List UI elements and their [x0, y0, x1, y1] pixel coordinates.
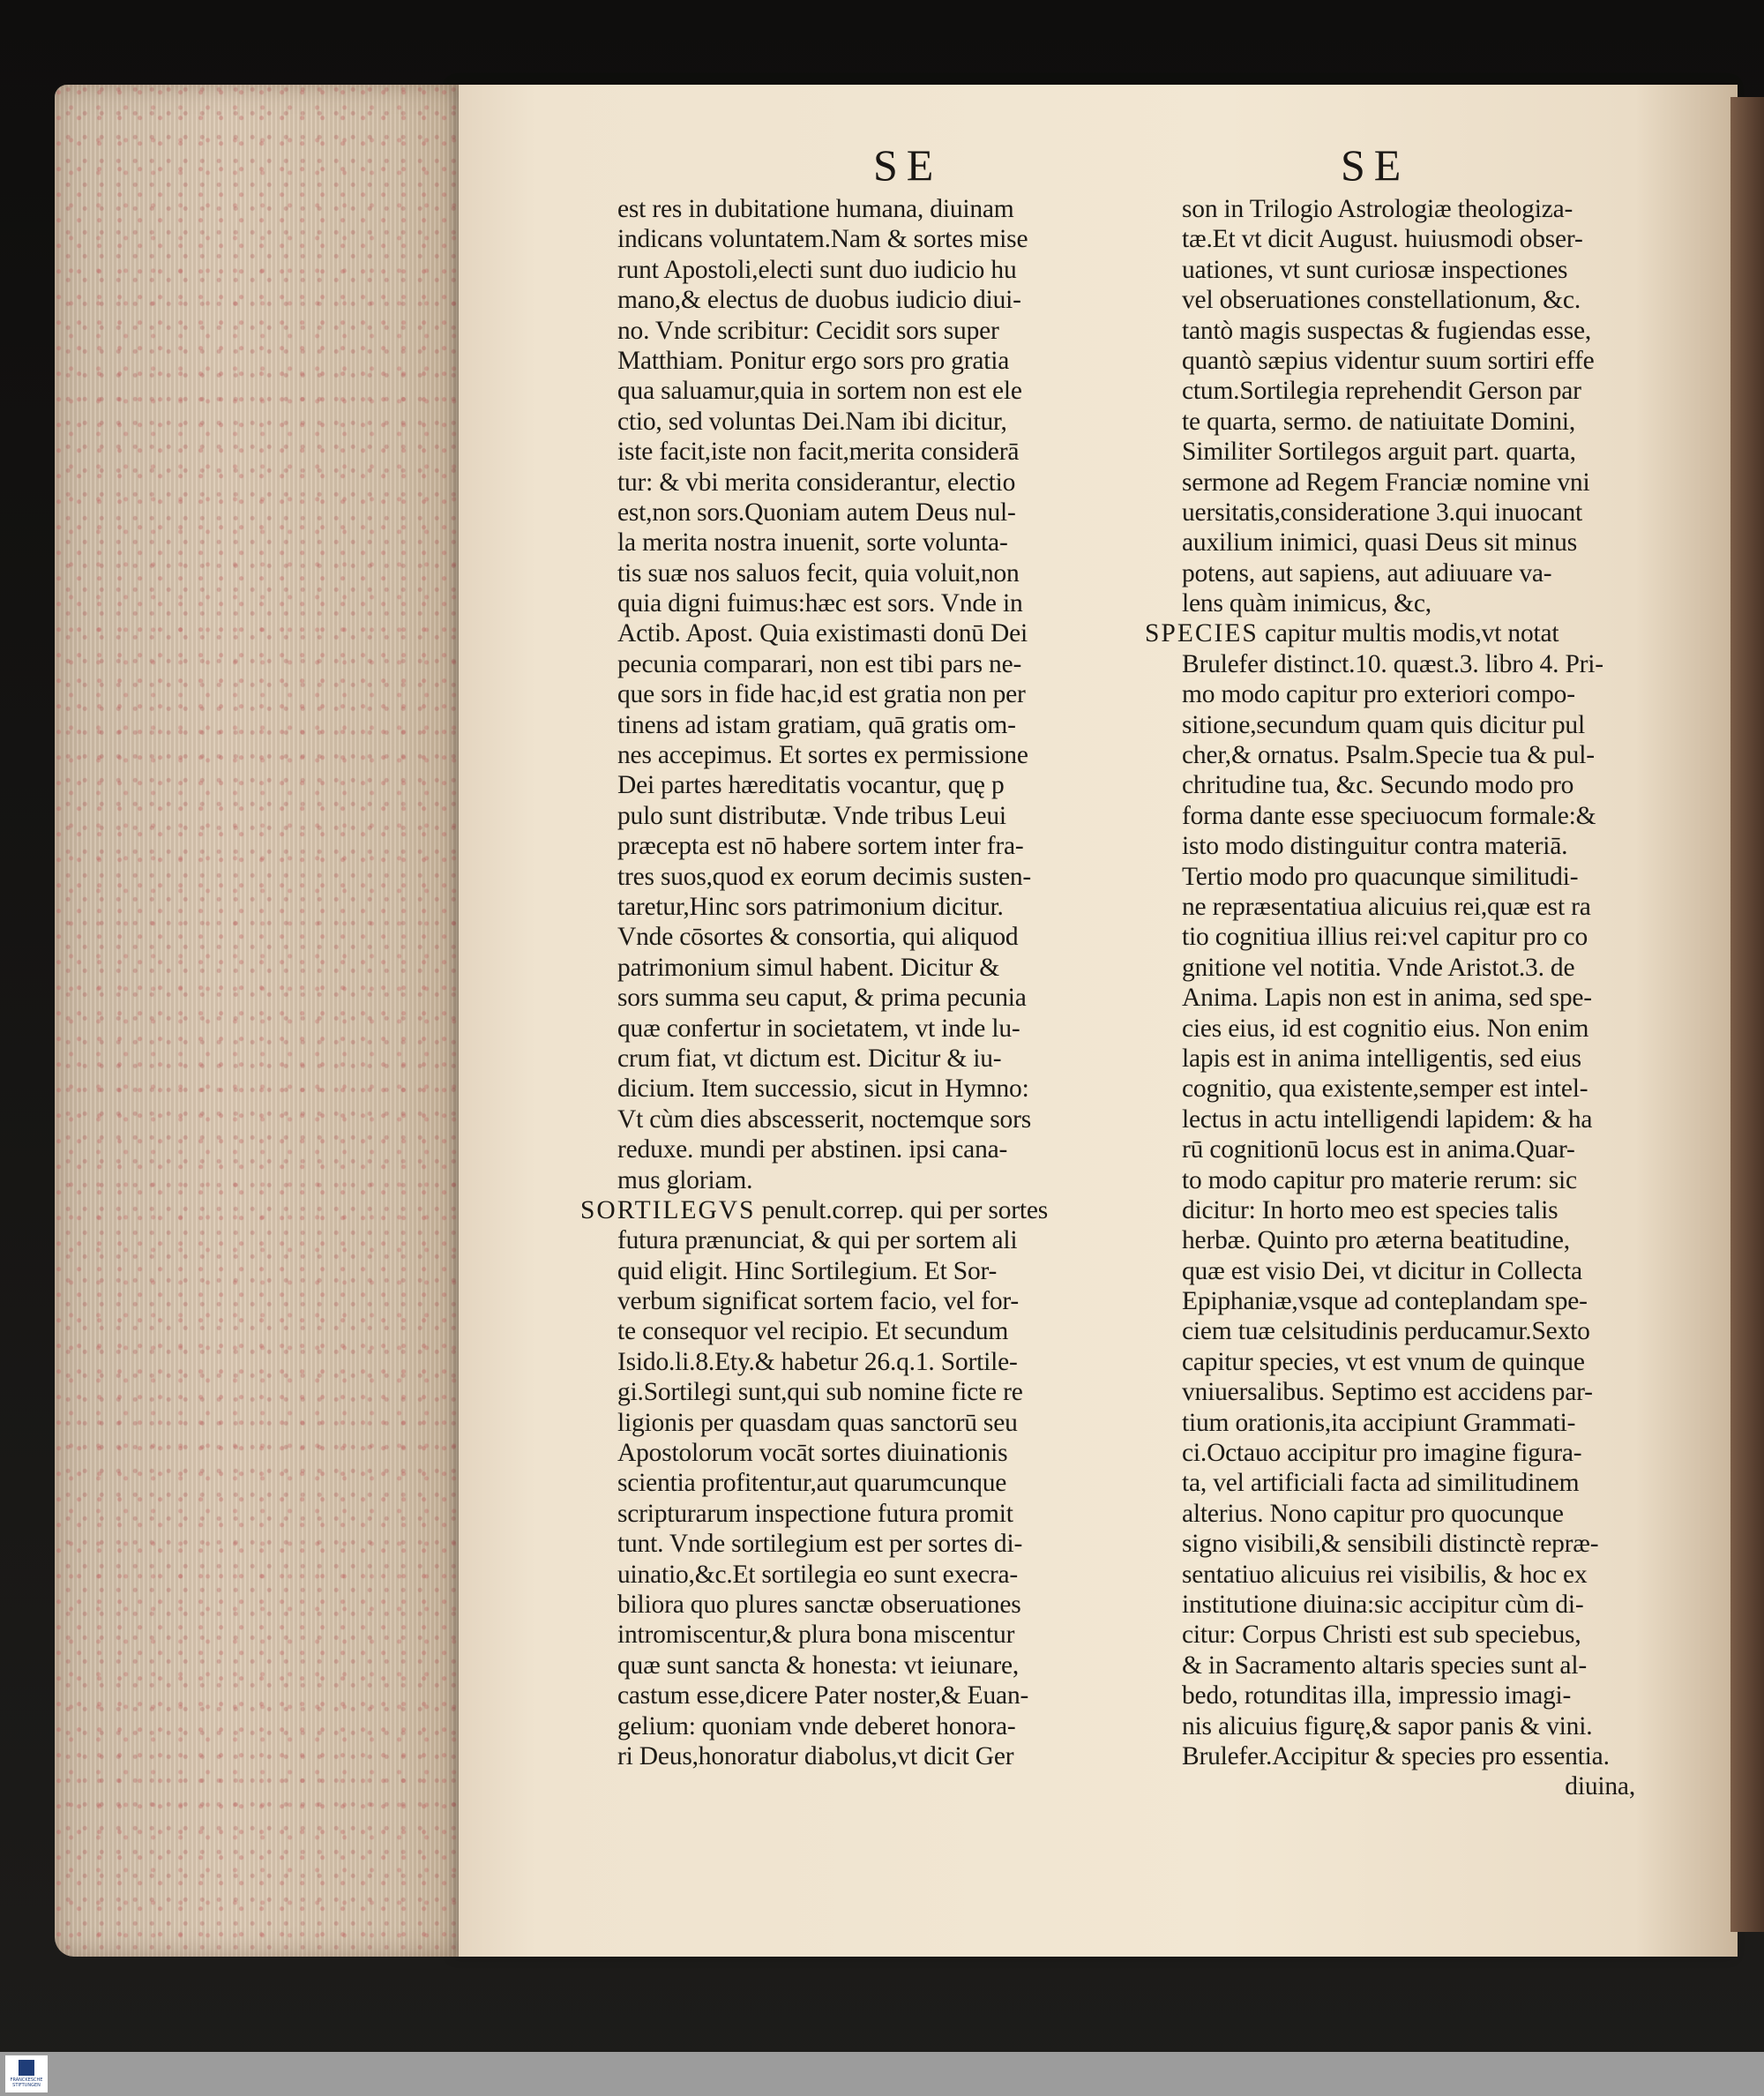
right-running-head: SE	[1341, 140, 1410, 190]
line-text: Actib. Apost. Quia existimasti donū Dei	[617, 619, 1028, 648]
text-line	[617, 376, 1138, 406]
line-text: futura prænunciat, & qui per sortem ali	[617, 1226, 1018, 1255]
line-text: Brulefer distinct.10. quæst.3. libro 4. Pri-	[1182, 649, 1603, 678]
text-line	[617, 618, 1138, 648]
text-line	[1182, 862, 1658, 892]
text-line	[1182, 1438, 1658, 1468]
text-line	[1182, 831, 1658, 861]
right-text-column	[1145, 194, 1658, 1802]
text-line	[617, 1681, 1138, 1710]
line-text: uinatio,&c.Et sortilegia eo sunt execra-	[617, 1560, 1019, 1589]
text-line	[617, 679, 1138, 709]
line-text: Vt cùm dies abscesserit, noctemque sors	[617, 1104, 1031, 1134]
text-line	[580, 1195, 1138, 1225]
line-text: verbum significat sortem facio, vel for-	[617, 1287, 1020, 1316]
text-line	[1182, 922, 1658, 952]
line-text: Epiphaniæ,vsque ad conteplandam spe-	[1182, 1287, 1588, 1316]
line-text: ci.Octauo accipitur pro imagine figura-	[1182, 1439, 1582, 1468]
text-line	[617, 588, 1138, 618]
left-running-head: SE	[873, 140, 943, 190]
line-text: gnitione vel notitia. Vnde Aristot.3. de	[1182, 953, 1575, 982]
text-line	[1182, 1134, 1658, 1164]
line-text: quæ sunt sancta & honesta: vt ieiunare,	[617, 1651, 1020, 1680]
text-line	[1182, 224, 1658, 254]
line-text: Matthiam. Ponitur ergo sors pro gratia	[617, 346, 1010, 375]
line-text: lens quàm inimicus, &c,	[1182, 589, 1431, 618]
text-line	[617, 1468, 1138, 1498]
line-text: tur: & vbi merita considerantur, electio	[617, 468, 1016, 497]
text-line	[617, 1104, 1138, 1134]
line-text: dicium. Item successio, sicut in Hymno:	[617, 1074, 1029, 1104]
line-text: tunt. Vnde sortilegium est per sortes di-	[617, 1530, 1023, 1559]
line-text: castum esse,dicere Pater noster,& Euan-	[617, 1681, 1029, 1710]
text-line	[617, 862, 1138, 892]
line-text: Dei partes hæreditatis vocantur, quę p	[617, 771, 1005, 800]
line-text: tres suos,quod ex eorum decimis susten-	[617, 862, 1032, 891]
line-text: isto modo distinguitur contra materiā.	[1182, 832, 1568, 861]
line-text: ligionis per quasdam quas sanctorū seu	[617, 1408, 1018, 1437]
line-text: citur: Corpus Christi est sub speciebus,	[1182, 1621, 1581, 1650]
text-line	[1182, 1741, 1658, 1771]
text-line	[1182, 1560, 1658, 1590]
text-line	[1182, 1014, 1658, 1044]
logo-mark-icon	[19, 2060, 34, 2076]
line-text: cies eius, id est cognitio eius. Non enim	[1182, 1014, 1589, 1043]
line-text: ri Deus,honoratur diabolus,vt dicit Ger	[617, 1741, 1014, 1770]
text-line	[1182, 710, 1658, 740]
book-fore-edge	[55, 85, 485, 1957]
logo-text-line1: FRANCKESCHE	[10, 2077, 43, 2083]
line-text: ctio, sed voluntas Dei.Nam ibi dicitur,	[617, 407, 1007, 436]
text-line	[617, 770, 1138, 800]
line-text: tantò magis suspectas & fugiendas esse,	[1182, 316, 1592, 345]
text-line	[1145, 618, 1658, 648]
line-text: Brulefer.Accipitur & species pro essentia.	[1182, 1741, 1610, 1770]
line-text: tæ.Et vt dicit August. huiusmodi obser-	[1182, 225, 1583, 254]
line-text: taretur,Hinc sors patrimonium dicitur.	[617, 892, 1004, 921]
text-line	[1182, 1529, 1658, 1559]
line-text: Anima. Lapis non est in anima, sed spe-	[1182, 984, 1592, 1013]
text-line	[1182, 558, 1658, 588]
viewer-footer-bar	[0, 2052, 1764, 2096]
text-line	[1182, 194, 1658, 224]
text-line	[617, 1620, 1138, 1650]
text-line	[617, 892, 1138, 922]
text-line	[617, 194, 1138, 224]
text-line	[1182, 1590, 1658, 1620]
text-line	[617, 922, 1138, 952]
line-text: patrimonium simul habent. Dicitur &	[617, 953, 999, 982]
text-line	[1182, 1195, 1658, 1225]
line-text: ne repræsentatiua alicuius rei,quæ est ra	[1182, 892, 1591, 921]
line-text: lectus in actu intelligendi lapidem: & ha	[1182, 1104, 1593, 1134]
text-line	[1182, 285, 1658, 315]
line-text: Tertio modo pro quacunque similitudi-	[1182, 862, 1579, 891]
line-text: penult.correp. qui per sortes	[761, 1195, 1049, 1224]
text-line	[617, 1074, 1138, 1104]
line-text: tium orationis,ita accipiunt Grammati-	[1182, 1408, 1576, 1437]
line-text: præcepta est nō habere sortem inter fra-	[617, 832, 1024, 861]
line-text: quia digni fuimus:hæc est sors. Vnde in	[617, 589, 1023, 618]
text-line	[617, 953, 1138, 983]
line-text: uersitatis,consideratione 3.qui inuocant	[1182, 498, 1583, 527]
line-text: cher,& ornatus. Psalm.Specie tua & pul-	[1182, 741, 1595, 770]
text-line	[1182, 1165, 1658, 1195]
text-line	[617, 831, 1138, 861]
text-line	[1182, 892, 1658, 922]
line-text: la merita nostra inuenit, sorte volunta-	[617, 528, 1008, 558]
line-text: institutione diuina:sic accipitur cùm di-	[1182, 1590, 1584, 1619]
line-text: tis suæ nos saluos fecit, quia voluit,non	[617, 558, 1020, 588]
line-text: vel obseruationes constellationum, &c.	[1182, 286, 1581, 315]
text-line	[1182, 528, 1658, 558]
text-line	[1182, 953, 1658, 983]
text-line	[1182, 407, 1658, 437]
line-text: sitione,secundum quam quis dicitur pul	[1182, 710, 1585, 739]
line-text: Apostolorum vocāt sortes diuinationis	[617, 1439, 1008, 1468]
text-line	[1182, 588, 1658, 618]
text-line	[1182, 1408, 1658, 1438]
text-line	[1182, 1681, 1658, 1710]
entry-headword: SPECIES	[1145, 619, 1259, 648]
line-text: quæ est visio Dei, vt dicitur in Collecta	[1182, 1256, 1582, 1285]
text-line	[617, 1590, 1138, 1620]
text-line	[617, 498, 1138, 528]
text-line	[1182, 983, 1658, 1013]
edge-speckles	[55, 85, 485, 1957]
library-logo[interactable]	[5, 2055, 48, 2092]
line-text: herbæ. Quinto pro æterna beatitudine,	[1182, 1226, 1570, 1255]
line-text: reduxe. mundi per abstinen. ipsi cana-	[617, 1135, 1008, 1164]
line-text: lapis est in anima intelligentis, sed eius	[1182, 1044, 1581, 1073]
logo-text-line2: STIFTUNGEN	[12, 2083, 41, 2088]
line-text: mano,& electus de duobus iudicio diui-	[617, 286, 1021, 315]
line-text: est res in dubitatione humana, diuinam	[617, 195, 1014, 223]
line-text: vniuersalibus. Septimo est accidens par-	[1182, 1378, 1593, 1407]
text-line	[1182, 1468, 1658, 1498]
text-line	[1182, 801, 1658, 831]
line-text: chritudine tua, &c. Secundo modo pro	[1182, 771, 1574, 800]
line-text: indicans voluntatem.Nam & sortes misе	[617, 225, 1028, 254]
text-line	[1182, 1499, 1658, 1529]
line-text: que sors in fide hac,id est gratia non per	[617, 680, 1026, 709]
text-line	[617, 1529, 1138, 1559]
text-line	[617, 1408, 1138, 1438]
line-text: gi.Sortilegi sunt,qui sub nomine ficte re	[617, 1378, 1023, 1407]
line-text: nis alicuius figurę,& sapor panis & vini.	[1182, 1711, 1593, 1740]
line-text: to modo capitur pro materie rerum: sic	[1182, 1165, 1577, 1194]
line-text: potens, aut sapiens, aut adiuuare va-	[1182, 558, 1552, 588]
left-text-column	[580, 194, 1138, 1771]
text-line	[617, 224, 1138, 254]
text-line	[617, 1316, 1138, 1346]
text-line	[1182, 255, 1658, 285]
line-text: sors summa seu caput, & prima pecunia	[617, 984, 1027, 1013]
line-text: Vnde cōsortes & consortia, qui aliquod	[617, 923, 1019, 952]
text-line	[617, 1044, 1138, 1074]
text-line	[617, 801, 1138, 831]
facing-page-edge	[1730, 97, 1764, 1932]
line-text: Similiter Sortilegos arguit part. quarta,	[1182, 438, 1576, 467]
text-line	[1182, 1377, 1658, 1407]
line-text: quantò sæpius videntur suum sortiri effe	[1182, 346, 1595, 375]
text-line	[617, 740, 1138, 770]
text-line	[617, 528, 1138, 558]
text-line	[1182, 1225, 1658, 1255]
line-text: son in Trilogio Astrologiæ theologiza-	[1182, 195, 1573, 223]
line-text: ciem tuæ celsitudinis perducamur.Sexto	[1182, 1317, 1590, 1346]
text-line	[617, 1499, 1138, 1529]
line-text: qua saluamur,quia in sortem non est ele	[617, 377, 1022, 406]
line-text: quæ confertur in societatem, vt inde lu-	[617, 1014, 1020, 1043]
text-line	[617, 1560, 1138, 1590]
text-line	[617, 1347, 1138, 1377]
line-text: runt Apostoli,electi sunt duo iudicio hu	[617, 255, 1017, 284]
line-text: mo modo capitur pro exteriori compo-	[1182, 680, 1575, 709]
line-text: & in Sacramento altaris species sunt al-	[1182, 1651, 1587, 1680]
text-line	[617, 649, 1138, 679]
text-line	[617, 255, 1138, 285]
catchword: diuina,	[1565, 1772, 1635, 1801]
text-line	[1182, 437, 1658, 467]
text-line	[617, 710, 1138, 740]
line-text: capitur species, vt est vnum de quinque	[1182, 1347, 1585, 1376]
text-line	[1182, 649, 1658, 679]
text-line	[617, 1225, 1138, 1255]
text-line	[1182, 1651, 1658, 1681]
text-line	[617, 1741, 1138, 1771]
line-text: uationes, vt sunt curiosæ inspectiones	[1182, 255, 1568, 284]
line-text: gelium: quoniam vnde deberet honora-	[617, 1711, 1016, 1740]
line-text: dicitur: In horto meo est species talis	[1182, 1195, 1558, 1224]
text-line	[617, 1134, 1138, 1164]
line-text: forma dante esse speciuocum formale:&	[1182, 801, 1596, 830]
text-line	[617, 1165, 1138, 1195]
line-text: ctum.Sortilegia reprehendit Gerson par	[1182, 377, 1581, 406]
text-line	[617, 437, 1138, 467]
text-line	[617, 1256, 1138, 1286]
text-line	[1182, 1286, 1658, 1316]
line-text: alterius. Nono capitur pro quocunque	[1182, 1499, 1564, 1528]
text-line	[617, 1651, 1138, 1681]
text-line	[1182, 1044, 1658, 1074]
line-text: pecunia comparari, non est tibi pars ne-	[617, 649, 1022, 678]
text-line	[617, 1438, 1138, 1468]
line-text: Isido.li.8.Ety.& habetur 26.q.1. Sortile-	[617, 1347, 1018, 1376]
text-line	[1182, 740, 1658, 770]
line-text: crum fiat, vt dictum est. Dicitur & iu-	[617, 1044, 1002, 1073]
text-line	[1182, 468, 1658, 498]
text-line	[1182, 1316, 1658, 1346]
line-text: capitur multis modis,vt notat	[1264, 619, 1559, 648]
line-text: sentatiuo alicuius rei visibilis, & hoc ex	[1182, 1560, 1588, 1589]
line-text: nes accepimus. Et sortes ex permissione	[617, 741, 1028, 770]
line-text: auxilium inimici, quasi Deus sit minus	[1182, 528, 1577, 558]
text-line	[1182, 1711, 1658, 1741]
line-text: te quarta, sermo. de natiuitate Domini,	[1182, 407, 1576, 436]
line-text: iste facit,iste non facit,merita considerā	[617, 438, 1020, 467]
line-text: cognitio, qua existente,semper est intel-	[1182, 1074, 1588, 1104]
line-text: mus gloriam.	[617, 1165, 753, 1194]
line-text: tio cognitiua illius rei:vel capitur pro co	[1182, 923, 1588, 952]
text-line	[1182, 1104, 1658, 1134]
text-line	[617, 1286, 1138, 1316]
text-line	[1182, 679, 1658, 709]
text-line	[1182, 1347, 1658, 1377]
text-line	[1182, 1074, 1658, 1104]
text-line	[1182, 376, 1658, 406]
text-line	[1182, 316, 1658, 346]
line-text: sermone ad Regem Franciæ nomine vni	[1182, 468, 1590, 497]
text-line	[617, 346, 1138, 376]
text-line	[1182, 498, 1658, 528]
text-line	[617, 983, 1138, 1013]
text-line	[617, 316, 1138, 346]
text-line	[617, 407, 1138, 437]
line-text: est,non sors.Quoniam autem Deus nul-	[617, 498, 1016, 527]
line-text: biliora quo plures sanctæ obseruationes	[617, 1590, 1021, 1619]
text-line	[1182, 346, 1658, 376]
line-text: rū cognitionū locus est in anima.Quar-	[1182, 1135, 1575, 1164]
line-text: te consequor vel recipio. Et secundum	[617, 1317, 1009, 1346]
text-line	[617, 468, 1138, 498]
text-line	[617, 558, 1138, 588]
text-line	[1182, 770, 1658, 800]
line-text: scientia profitentur,aut quarumcunque	[617, 1469, 1007, 1498]
line-text: bedo, rotunditas illa, impressio imagi-	[1182, 1681, 1572, 1710]
line-text: pulo sunt distributæ. Vnde tribus Leui	[617, 801, 1006, 830]
text-line	[617, 1377, 1138, 1407]
text-line	[1182, 1620, 1658, 1650]
text-line	[617, 1711, 1138, 1741]
line-text: quid eligit. Hinc Sortilegium. Et Sor-	[617, 1256, 998, 1285]
text-line	[617, 285, 1138, 315]
line-text: scripturarum inspectione futura promit	[617, 1499, 1013, 1528]
line-text: tinens ad istam gratiam, quā gratis om-	[617, 710, 1016, 739]
line-text: signo visibili,& sensibili distinctè repræ-	[1182, 1530, 1599, 1559]
text-line	[617, 1014, 1138, 1044]
line-text: no. Vnde scribitur: Cecidit sors super	[617, 316, 999, 345]
line-text: ta, vel artificiali facta ad similitudinem	[1182, 1469, 1580, 1498]
line-text: intromiscentur,& plura bona miscentur	[617, 1621, 1015, 1650]
entry-headword: SORTILEGVS	[580, 1195, 756, 1224]
text-line	[1182, 1256, 1658, 1286]
